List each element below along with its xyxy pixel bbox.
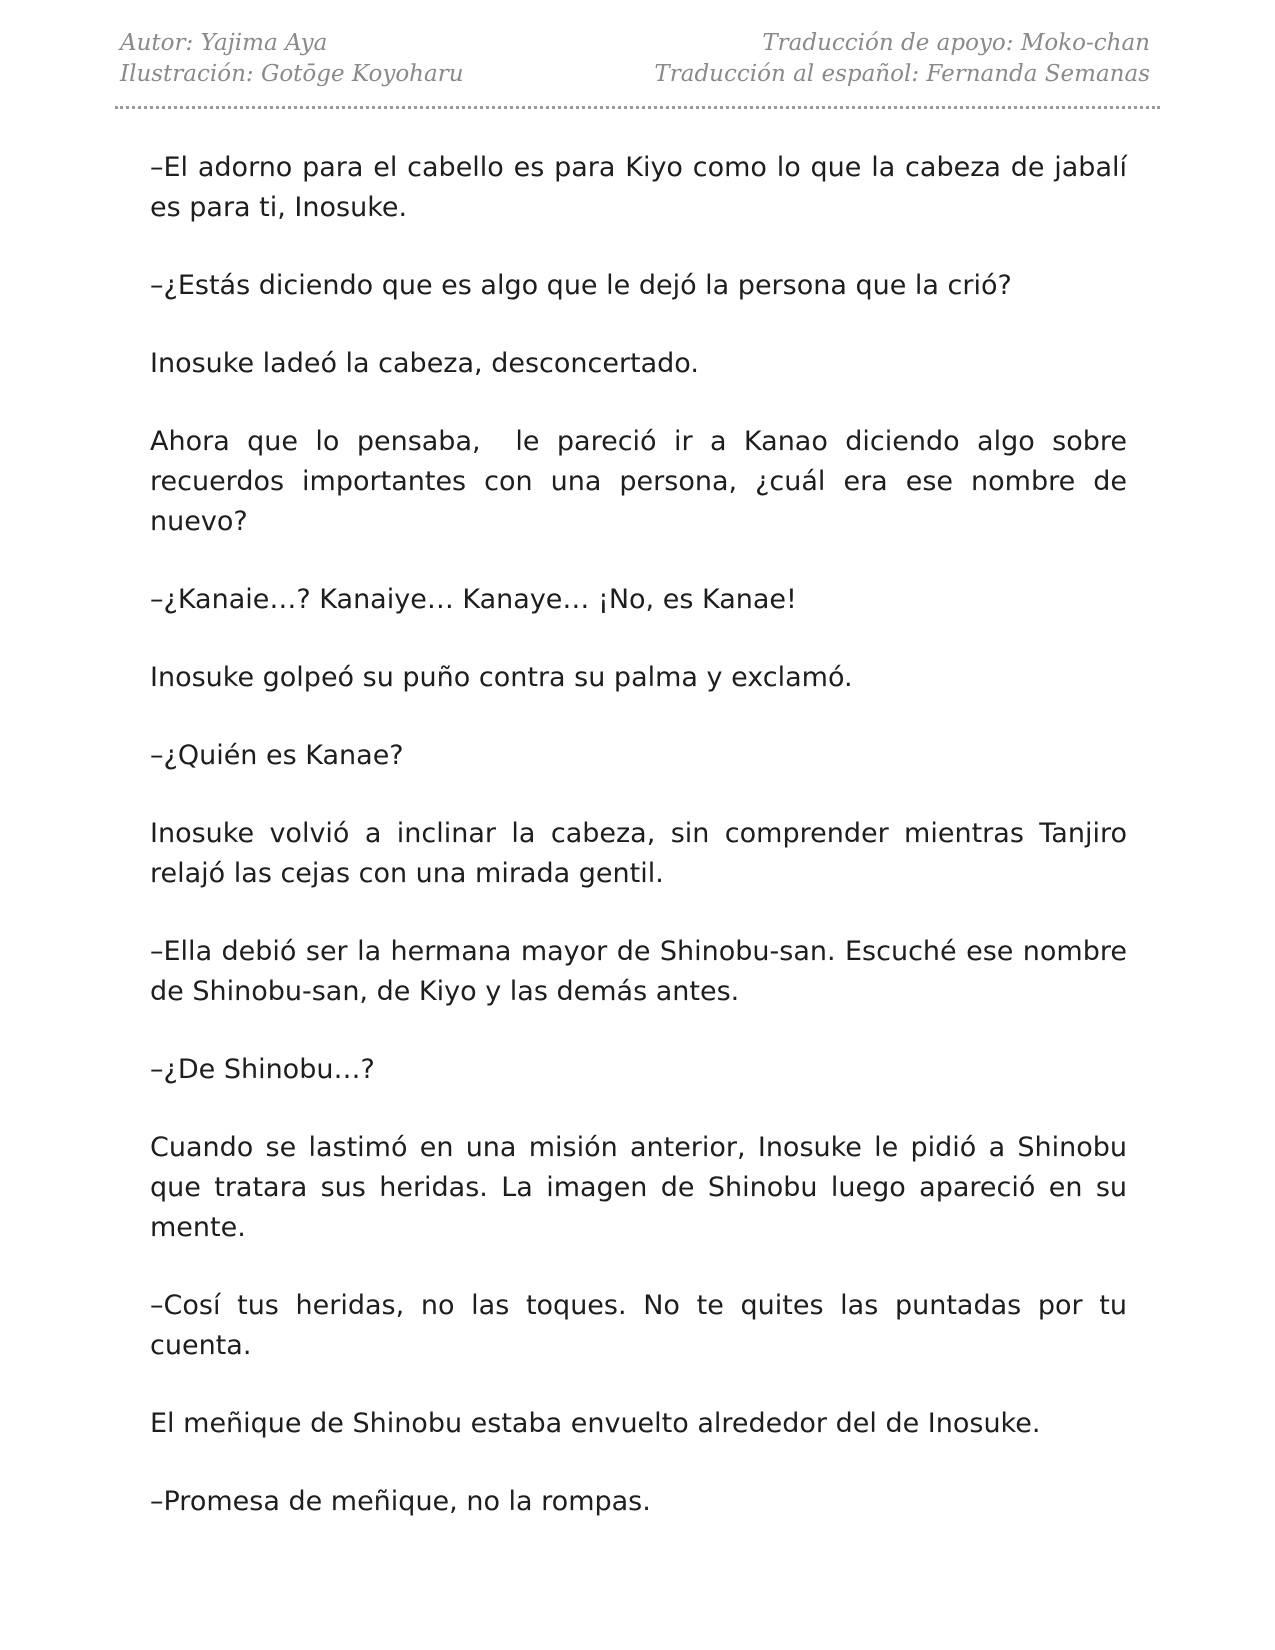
- paragraph: –¿Estás diciendo que es algo que le dejó la persona que la crió?: [150, 270, 1012, 301]
- paragraph: Inosuke volvió a inclinar la cabeza, sin comprender mientras Tanjiro relajó las cejas con una mirada gentil.: [150, 818, 1127, 889]
- paragraph: Inosuke golpeó su puño contra su palma y exclamó.: [150, 662, 853, 693]
- paragraph: –Ella debió ser la hermana mayor de Shinobu-san. Escuché ese nombre de Shinobu-san, de Kiyo y las demás antes.: [150, 936, 1127, 1007]
- paragraph: Ahora que lo pensaba, le pareció ir a Kanao diciendo algo sobre recuerdos importantes con una persona, ¿cuál era ese nombre de nuevo?: [150, 426, 1136, 537]
- paragraph: El meñique de Shinobu estaba envuelto alrededor del de Inosuke.: [150, 1408, 1041, 1439]
- paragraph: –Cosí tus heridas, no las toques. No te quites las puntadas por tu cuenta.: [150, 1290, 1127, 1361]
- page-header: [120, 28, 1150, 98]
- header-divider: [115, 106, 1160, 109]
- paragraph: –El adorno para el cabello es para Kiyo como lo que la cabeza de jabalí es para ti, Inosuke.: [150, 152, 1127, 223]
- paragraph: Inosuke ladeó la cabeza, desconcertado.: [150, 348, 699, 379]
- paragraph: Cuando se lastimó en una misión anterior, Inosuke le pidió a Shinobu que tratara sus heridas. La imagen de Shinobu luego apareció en su mente.: [150, 1132, 1127, 1243]
- illustration-credit: Ilustración: Gotōge Koyoharu: [120, 61, 464, 87]
- paragraph: –Promesa de meñique, no la rompas.: [150, 1486, 651, 1517]
- body-text: [150, 148, 1136, 1560]
- spanish-translation-credit: Traducción al español: Fernanda Semanas: [654, 61, 1150, 87]
- header-credits-left: [120, 28, 464, 90]
- header-credits-right: [654, 28, 1150, 90]
- author-credit: Autor: Yajima Aya: [120, 30, 328, 56]
- paragraph: –¿De Shinobu…?: [150, 1054, 375, 1085]
- paragraph: –¿Quién es Kanae?: [150, 740, 404, 771]
- paragraph: –¿Kanaie…? Kanaiye… Kanaye… ¡No, es Kanae!: [150, 584, 797, 615]
- support-translation-credit: Traducción de apoyo: Moko-chan: [762, 30, 1150, 56]
